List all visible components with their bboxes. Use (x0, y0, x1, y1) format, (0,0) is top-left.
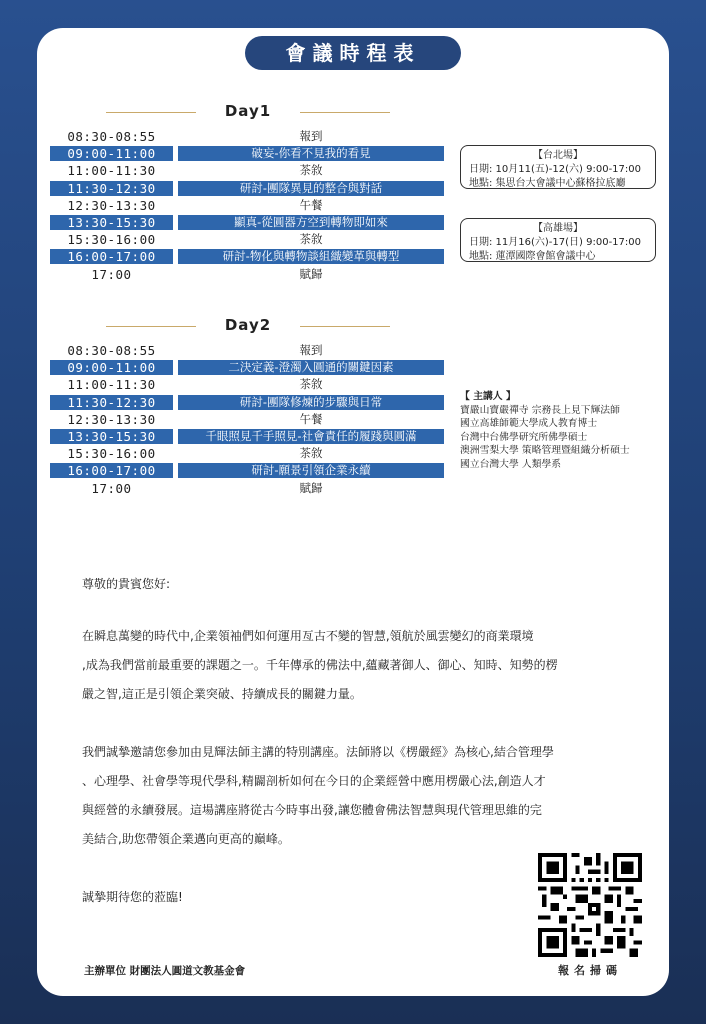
schedule-activity: 賦歸 (299, 480, 323, 495)
day1-header (106, 102, 390, 122)
speaker-line: 澳洲雪梨大學 策略管理暨組織分析碩士 (460, 445, 630, 456)
schedule-row (50, 462, 444, 479)
schedule-time: 11:30-12:30 (50, 181, 173, 196)
schedule-activity: 報到 (299, 343, 323, 357)
venue-place: 地點: 集思台大會議中心蘇格拉底廳 (469, 178, 626, 189)
schedule-time: 12:30-13:30 (67, 197, 156, 213)
letter-line: ,成為我們當前最重要的課題之一。千年傳承的佛法中,蘊藏著御人、御心、知時、知勢的楞 (82, 658, 558, 672)
schedule-row (50, 162, 444, 179)
schedule-time: 08:30-08:55 (67, 343, 156, 358)
schedule-time: 11:30-12:30 (50, 395, 173, 410)
venue-name: 【台北場】 (533, 150, 583, 161)
qr-label: 報名掃碼 (558, 964, 622, 977)
schedule-time: 11:00-11:30 (67, 377, 156, 393)
schedule-time: 17:00 (91, 266, 132, 282)
schedule-activity: 二決定義-澄濁入圓通的關鍵因素 (178, 360, 444, 375)
schedule-time: 13:30-15:30 (50, 215, 173, 230)
speaker-line: 寶嚴山寶嚴禪寺 宗務長上見下輝法師 (460, 404, 620, 416)
schedule-time: 15:30-16:00 (67, 446, 156, 462)
day1-schedule (50, 128, 444, 283)
venue-place: 地點: 蓮潭國際會館會議中心 (469, 251, 596, 262)
venue-kaohsiung (460, 218, 656, 262)
divider-line (300, 112, 390, 113)
venue-taipei (460, 145, 656, 189)
schedule-activity: 研討-願景引領企業永續 (178, 463, 444, 478)
schedule-activity: 茶敘 (299, 163, 323, 178)
speaker-heading: 【 主講人 】 (460, 391, 516, 402)
schedule-time: 09:00-11:00 (50, 360, 173, 375)
schedule-row (50, 428, 444, 445)
letter-line: 我們誠摯邀請您參加由見輝法師主講的特別講座。法師將以《楞嚴經》為核心,結合管理學 (82, 745, 554, 759)
letter-closing: 誠摯期待您的蒞臨! (82, 890, 183, 904)
schedule-activity: 茶敘 (299, 232, 323, 247)
schedule-row (50, 180, 444, 197)
day2-header (106, 316, 390, 336)
schedule-row (50, 266, 444, 283)
schedule-row (50, 214, 444, 231)
schedule-activity: 研討-團隊修煉的步驟與日常 (178, 395, 444, 410)
schedule-activity: 研討-物化與轉物談組織變革與轉型 (178, 249, 444, 264)
day2-schedule (50, 342, 444, 497)
schedule-time: 08:30-08:55 (67, 129, 156, 144)
letter-line: 、心理學、社會學等現代學科,精闢剖析如何在今日的企業經營中應用楞嚴心法,創造人才 (82, 774, 546, 788)
schedule-row (50, 197, 444, 214)
day1-label: Day1 (224, 102, 272, 120)
speaker-line: 國立高雄師範大學成人教育博士 (460, 418, 598, 429)
venue-name: 【高雄場】 (533, 223, 583, 234)
schedule-activity: 研討-團隊異見的整合與對話 (178, 181, 444, 196)
speaker-line: 國立台灣大學 人類學系 (460, 458, 562, 470)
schedule-row (50, 128, 444, 145)
letter-line: 嚴之智,這正是引領企業突破、持續成長的關鍵力量。 (82, 687, 362, 701)
schedule-time: 11:00-11:30 (67, 163, 156, 179)
schedule-time: 16:00-17:00 (50, 249, 173, 264)
organizer: 主辦單位 財團法人圓道文教基金會 (84, 965, 246, 977)
schedule-time: 16:00-17:00 (50, 463, 173, 478)
letter-paragraph-2 (82, 738, 642, 854)
divider-line (300, 326, 390, 327)
schedule-row (50, 480, 444, 497)
venue-date: 日期: 10月11(五)-12(六) 9:00-17:00 (469, 164, 641, 175)
schedule-activity: 賦歸 (299, 266, 323, 281)
schedule-row (50, 342, 444, 359)
schedule-activity: 午餐 (299, 411, 323, 426)
schedule-activity: 顯真-從圓器方空到轉物即如來 (178, 215, 444, 230)
day2-label: Day2 (224, 316, 272, 334)
letter-line: 與經營的永續發展。這場講座將從古今時事出發,讓您體會佛法智慧與現代管理思維的完 (82, 803, 542, 817)
page-title: 會議時程表 (245, 36, 461, 70)
speaker-line: 台灣中台佛學研究所佛學碩士 (460, 431, 588, 443)
schedule-activity: 報到 (299, 129, 323, 143)
registration-qr-code[interactable] (538, 853, 642, 957)
schedule-time: 15:30-16:00 (67, 232, 156, 248)
schedule-time: 17:00 (91, 480, 132, 496)
schedule-time: 09:00-11:00 (50, 146, 173, 161)
speaker-info (460, 390, 670, 471)
schedule-time: 13:30-15:30 (50, 429, 173, 444)
schedule-activity: 茶敘 (299, 377, 323, 392)
schedule-row (50, 359, 444, 376)
schedule-activity: 午餐 (299, 197, 323, 212)
schedule-row (50, 394, 444, 411)
schedule-row (50, 411, 444, 428)
schedule-row (50, 145, 444, 162)
schedule-activity: 茶敘 (299, 446, 323, 461)
letter-greeting: 尊敬的貴賓您好: (82, 577, 171, 591)
schedule-row (50, 376, 444, 393)
schedule-time: 12:30-13:30 (67, 411, 156, 427)
schedule-row (50, 248, 444, 265)
schedule-row (50, 231, 444, 248)
letter-line: 美結合,助您帶領企業邁向更高的巔峰。 (82, 832, 290, 846)
schedule-row (50, 445, 444, 462)
letter-line: 在瞬息萬變的時代中,企業領袖們如何運用亙古不變的智慧,領航於風雲變幻的商業環境 (82, 629, 534, 643)
schedule-activity: 千眼照見千手照見-社會責任的履踐與圓滿 (178, 429, 444, 444)
schedule-activity: 破妄-你看不見我的看見 (178, 146, 444, 161)
letter-paragraph-1 (82, 622, 642, 709)
venue-date: 日期: 11月16(六)-17(日) 9:00-17:00 (469, 237, 641, 248)
